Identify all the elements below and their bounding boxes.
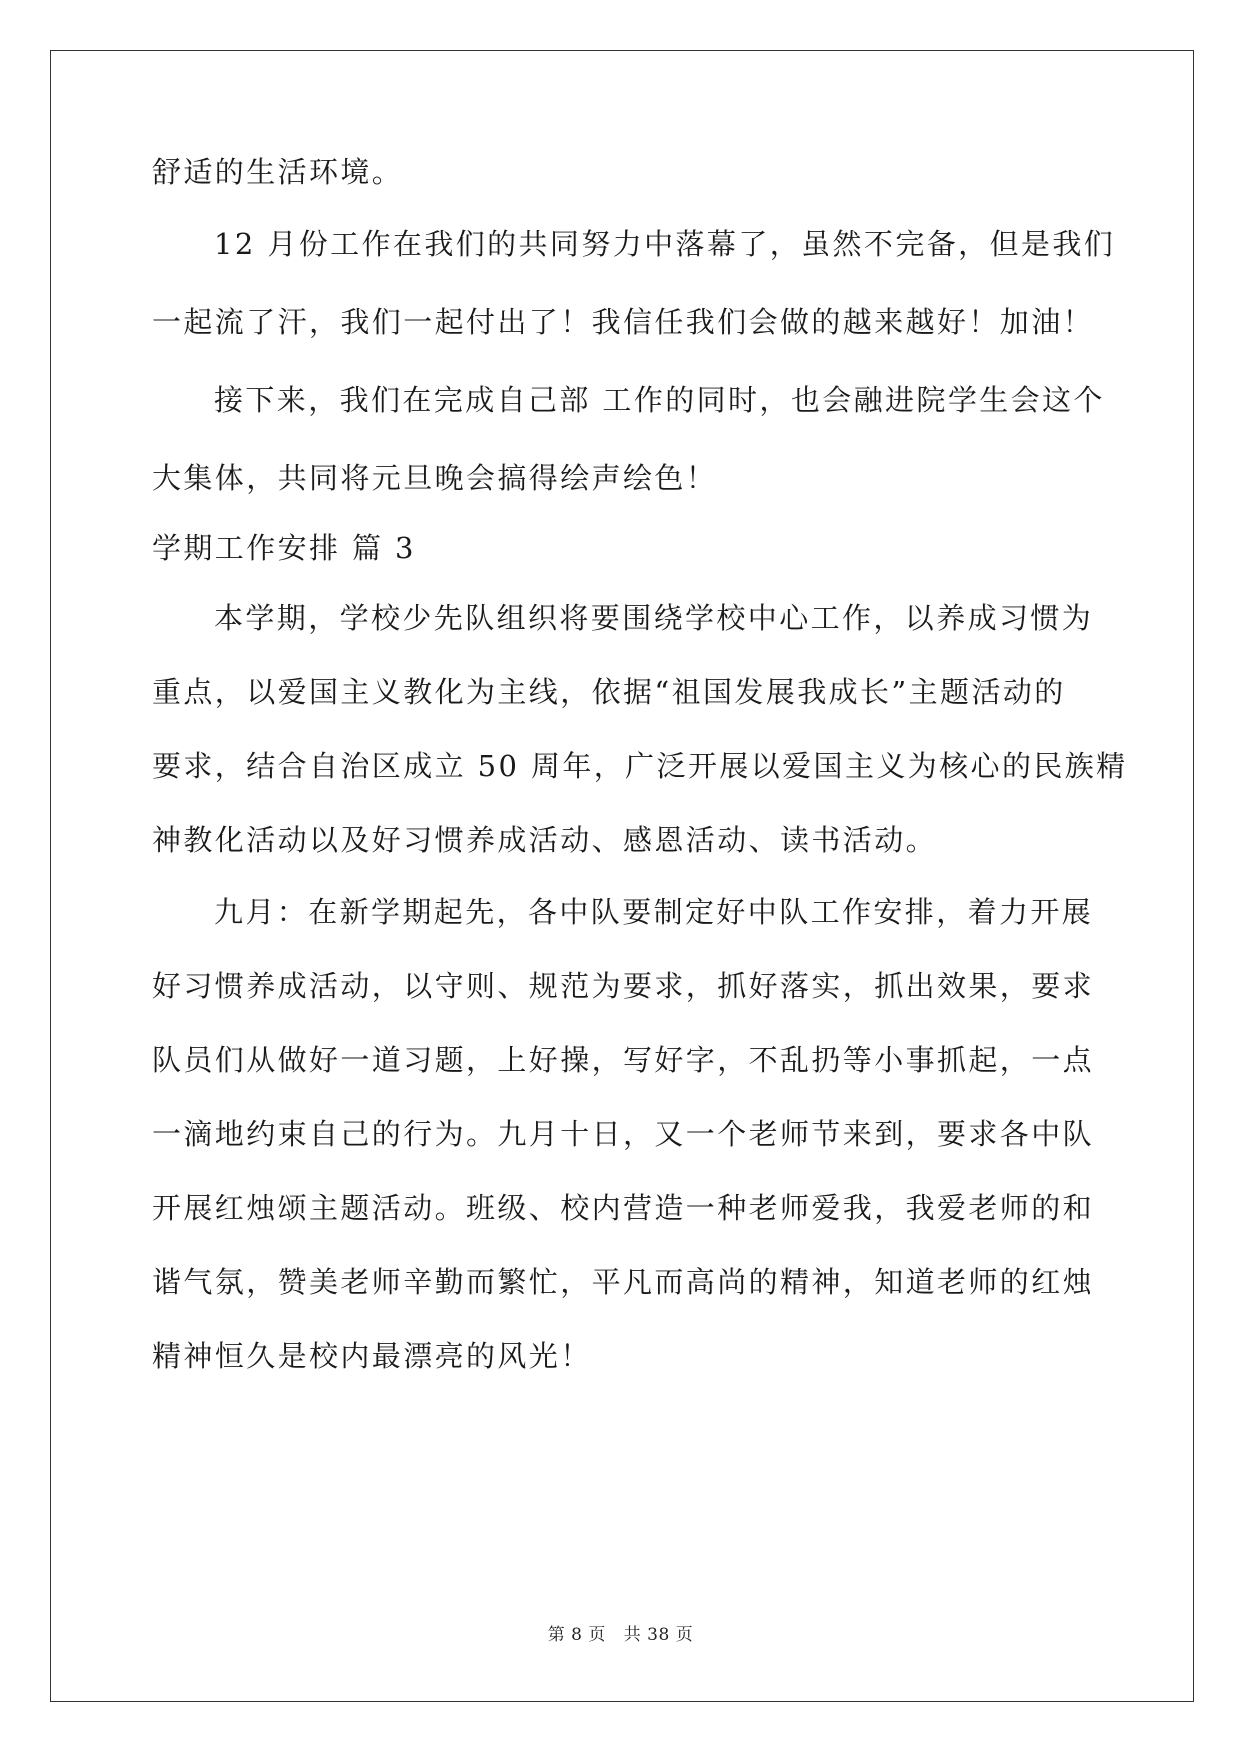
paragraph-line: 接下来，我们在完成自己部 工作的同时，也会融进院学生会这个	[214, 383, 1105, 417]
paragraph-line: 重点，以爱国主义教化为主线，依据“祖国发展我成长”主题活动的	[152, 675, 1066, 709]
paragraph-line: 九月：在新学期起先，各中队要制定好中队工作安排，着力开展	[214, 895, 1094, 929]
paragraph-line: 精神恒久是校内最漂亮的风光！	[152, 1339, 592, 1373]
page-number: 第 8 页	[547, 1625, 606, 1645]
paragraph-line: 大集体，共同将元旦晚会搞得绘声绘色！	[152, 461, 718, 495]
paragraph-line: 本学期，学校少先队组织将要围绕学校中心工作，以养成习惯为	[214, 601, 1094, 635]
document-body	[152, 131, 1128, 1397]
paragraph-line: 一滴地约束自己的行为。九月十日，又一个老师节来到，要求各中队	[152, 1117, 1095, 1151]
page-footer	[0, 1620, 1241, 1645]
paragraph-line: 12 月份工作在我们的共同努力中落幕了，虽然不完备，但是我们	[214, 227, 1116, 261]
section-heading: 学期工作安排 篇 3	[152, 531, 416, 565]
paragraph-line: 神教化活动以及好习惯养成活动、感恩活动、读书活动。	[152, 823, 938, 857]
paragraph-line: 一起流了汗，我们一起付出了！我信任我们会做的越来越好！加油！	[152, 305, 1095, 339]
paragraph-line: 要求，结合自治区成立 50 周年，广泛开展以爱国主义为核心的民族精	[152, 749, 1128, 783]
paragraph-line: 开展红烛颂主题活动。班级、校内营造一种老师爱我，我爱老师的和	[152, 1191, 1095, 1225]
paragraph-line: 队员们从做好一道习题，上好操，写好字，不乱扔等小事抓起，一点	[152, 1043, 1095, 1077]
page-total: 共 38 页	[623, 1625, 694, 1645]
paragraph-line: 谐气氛，赞美老师辛勤而繁忙，平凡而高尚的精神，知道老师的红烛	[152, 1265, 1095, 1299]
paragraph-line: 舒适的生活环境。	[152, 155, 404, 189]
paragraph-line: 好习惯养成活动，以守则、规范为要求，抓好落实，抓出效果，要求	[152, 969, 1095, 1003]
